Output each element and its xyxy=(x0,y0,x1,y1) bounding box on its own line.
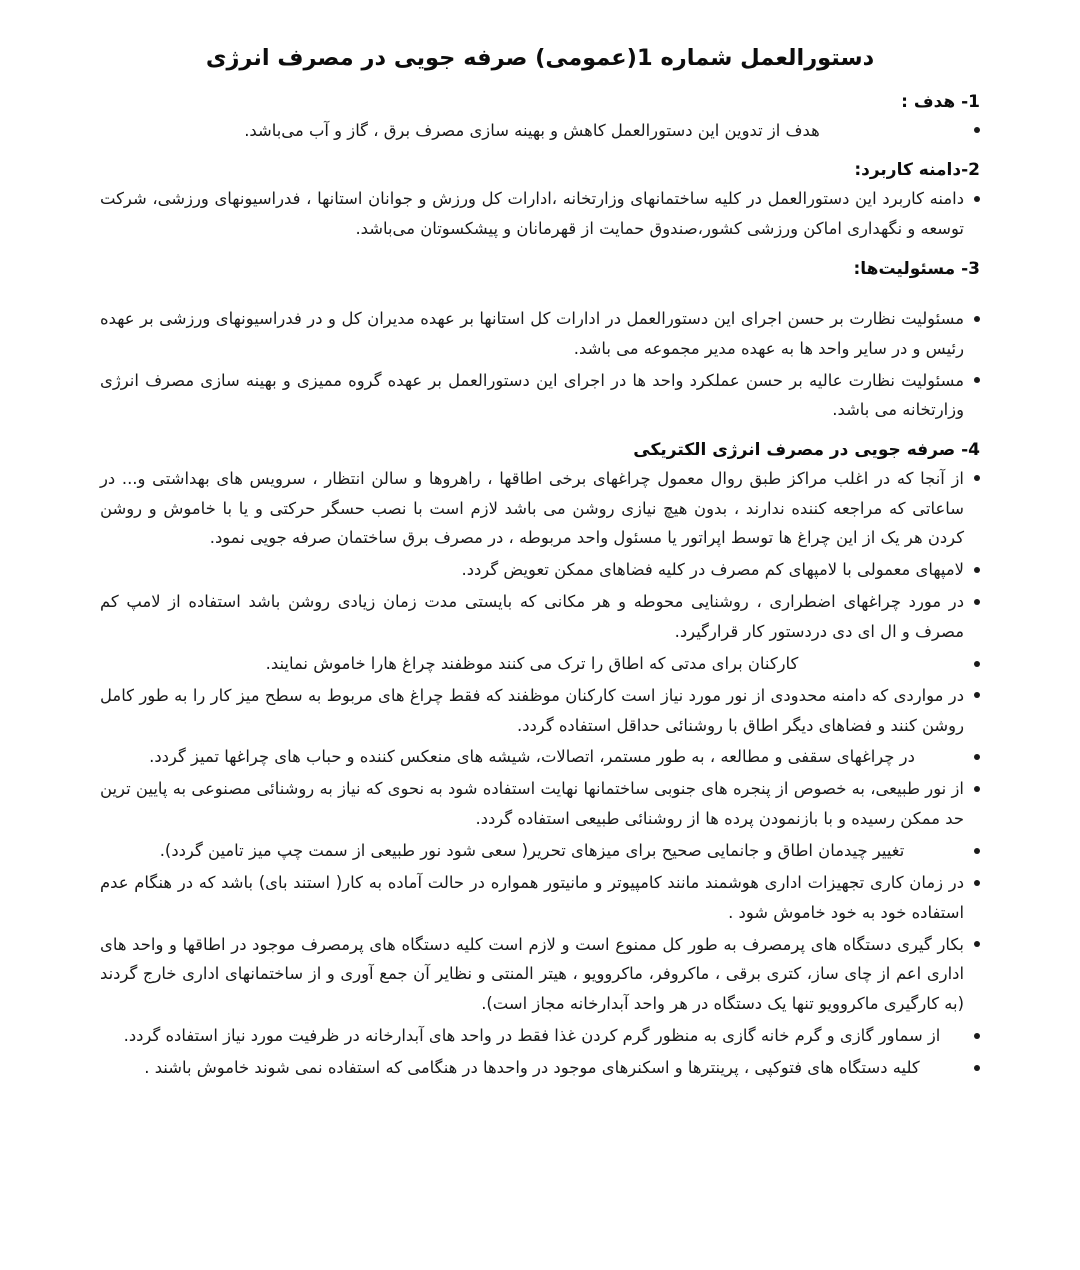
list-item xyxy=(100,366,980,426)
list-item-text: تغییر چیدمان اطاق و جانمایی صحیح برای میزهای تحریر( سعی شود نور طبیعی از سمت چپ میز تامین گردد). xyxy=(159,840,905,860)
bullet-dot-icon xyxy=(974,848,980,854)
section-masouliatha xyxy=(100,256,980,426)
bullet-dot-icon xyxy=(974,196,980,202)
list-item-text: در مواردی که دامنه محدودی از نور مورد نیاز است کارکنان موظفند که فقط چراغ های مربوط به سطح میز کار را به طور کامل روشن کنند و فضاهای دیگر اطاق با روشنائی حداقل استفاده گردد. xyxy=(100,685,964,735)
section-2-heading: 2-دامنه کاربرد: xyxy=(854,160,980,181)
section-3-bullets xyxy=(100,304,980,425)
list-item xyxy=(100,930,980,1020)
list-item-text: دامنه کاربرد این دستورالعمل در کلیه ساختمانهای وزارتخانه ،ادارات کل ورزش و جوانان استانها ، فدراسیونهای ورزشی، شرکت توسعه و نگهداری اماکن ورزشی کشور،صندوق حمایت از قهرمانان و پیشکسوتان می‌باشد. xyxy=(100,188,964,238)
list-item-text: مسئولیت نظارت عالیه بر حسن عملکرد واحد ها در اجرای این دستورالعمل بر عهده گروه ممیزی و بهینه سازی مصرف انرژی وزارتخانه می باشد. xyxy=(100,370,964,420)
list-item-text: مسئولیت نظارت بر حسن اجرای این دستورالعمل در ادارات کل استانها بر عهده مدیران کل و در فدراسیونهای ورزشی بر عهده رئیس و در سایر واحد ها به عهده مدیر مجموعه می باشد. xyxy=(100,308,964,358)
list-item-text: در مورد چراغهای اضطراری ، روشنایی محوطه و هر مکانی که بایستی مدت زمان زیادی روشن باشد استفاده از لامپ کم مصرف و ال ای دی دردستور کار قرارگیرد. xyxy=(100,592,964,641)
page-title: دستورالعمل شماره 1(عمومی) صرفه جویی در مصرف انرژی xyxy=(205,45,875,71)
bullet-dot-icon xyxy=(974,786,980,792)
list-item xyxy=(100,555,980,585)
bullet-dot-icon xyxy=(974,377,980,383)
list-item xyxy=(100,304,980,364)
section-3-heading: 3- مسئولیت‌ها: xyxy=(853,258,980,279)
list-item xyxy=(100,681,980,741)
list-item-text: در زمان کاری تجهیزات اداری هوشمند مانند کامپیوتر و مانیتور همواره در حالت آماده به کار( استند بای) باشد که در هنگام عدم استفاده خود به خود خاموش شود . xyxy=(100,872,964,922)
spacer xyxy=(100,147,980,157)
bullet-dot-icon xyxy=(974,127,980,133)
section-hadaf xyxy=(100,89,980,145)
list-item-text: کلیه دستگاه های فتوکپی ، پرینترها و اسکنرهای موجود در واحدها در هنگامی که استفاده نمی شوند خاموش باشند . xyxy=(144,1057,920,1077)
bullet-dot-icon xyxy=(974,754,980,760)
bullet-dot-icon xyxy=(974,880,980,886)
bullet-dot-icon xyxy=(974,316,980,322)
list-item-text: در چراغهای سقفی و مطالعه ، به طور مستمر، اتصالات، شیشه های منعکس کننده و حباب های چراغها تمیز گردد. xyxy=(149,747,915,767)
list-item xyxy=(100,742,980,772)
list-item-text: لامپهای معمولی با لامپهای کم مصرف در کلیه فضاهای ممکن تعویض گردد. xyxy=(461,560,964,580)
spacer xyxy=(100,427,980,437)
section-4-heading: 4- صرفه جویی در مصرف انرژی الکتریکی xyxy=(633,440,980,461)
spacer xyxy=(100,282,980,304)
list-item xyxy=(100,116,980,146)
section-2-bullets xyxy=(100,184,980,244)
section-damane-karbord xyxy=(100,157,980,243)
list-item xyxy=(100,774,980,834)
section-4-bullets xyxy=(100,464,980,1083)
list-item xyxy=(100,868,980,928)
bullet-dot-icon xyxy=(974,599,980,605)
list-item xyxy=(100,649,980,679)
section-1-bullets xyxy=(100,116,980,146)
bullet-dot-icon xyxy=(974,661,980,667)
list-item-text: کارکنان برای مدتی که اطاق را ترک می کنند موظفند چراغ هارا خاموش نمایند. xyxy=(265,653,799,673)
list-item xyxy=(100,1021,980,1051)
spacer xyxy=(100,246,980,256)
list-item-text: هدف از تدوین این دستورالعمل کاهش و بهینه سازی مصرف برق ، گاز و آب می‌باشد. xyxy=(244,120,820,140)
section-1-heading: 1- هدف : xyxy=(901,92,980,113)
list-item xyxy=(100,587,980,647)
list-item-text: از سماور گازی و گرم خانه گازی به منظور گرم کردن غذا فقط در واحد های آبدارخانه در ظرفیت مورد نیاز استفاده گردد. xyxy=(123,1026,941,1046)
list-item xyxy=(100,464,980,554)
bullet-dot-icon xyxy=(974,1065,980,1071)
list-item-text: بکار گیری دستگاه های پرمصرف به طور کل ممنوع است و لازم است کلیه دستگاه های پرمصرف موجود در اطاقها و واحد های اداری اعم از چای ساز، کتری برقی ، ماکروفر، ماکروویو ، هیتر المنتی و نظایر آن جمع آوری و از ساختمانهای اداری خارج گردند (به کارگیری ماکروویو تنها یک دستگاه در هر واحد آبدارخانه مجاز است). xyxy=(100,934,964,1014)
list-item-text: از نور طبیعی، به خصوص از پنجره های جنوبی ساختمانها نهایت استفاده شود به نحوی که نیاز به روشنائی مصنوعی به پایین ترین حد ممکن رسیده و با بازنمودن پرده ها از روشنائی طبیعی استفاده گردد. xyxy=(100,779,964,829)
list-item xyxy=(100,836,980,866)
list-item xyxy=(100,1053,980,1083)
section-electric-energy-saving xyxy=(100,437,980,1083)
bullet-dot-icon xyxy=(974,567,980,573)
spacer xyxy=(100,73,980,89)
bullet-dot-icon xyxy=(974,692,980,698)
bullet-dot-icon xyxy=(974,475,980,481)
bullet-dot-icon xyxy=(974,1033,980,1039)
list-item-text: از آنجا که در اغلب مراکز طبق روال معمول چراغهای برخی اطاقها ، راهروها و سالن انتظار ، سرویس های بهداشتی و... در ساعاتی که مراجعه کننده ندارند ، بدون هیچ نیازی روشن می باشد لازم است با نصب حسگر حرکتی و یا با خاموش و روشن کردن هر یک از این چراغ ها توسط اپراتور یا مسئول واحد مربوطه ، در مصرف برق ساختمان صرفه جویی نمود. xyxy=(100,468,964,548)
list-item xyxy=(100,184,980,244)
bullet-dot-icon xyxy=(974,941,980,947)
